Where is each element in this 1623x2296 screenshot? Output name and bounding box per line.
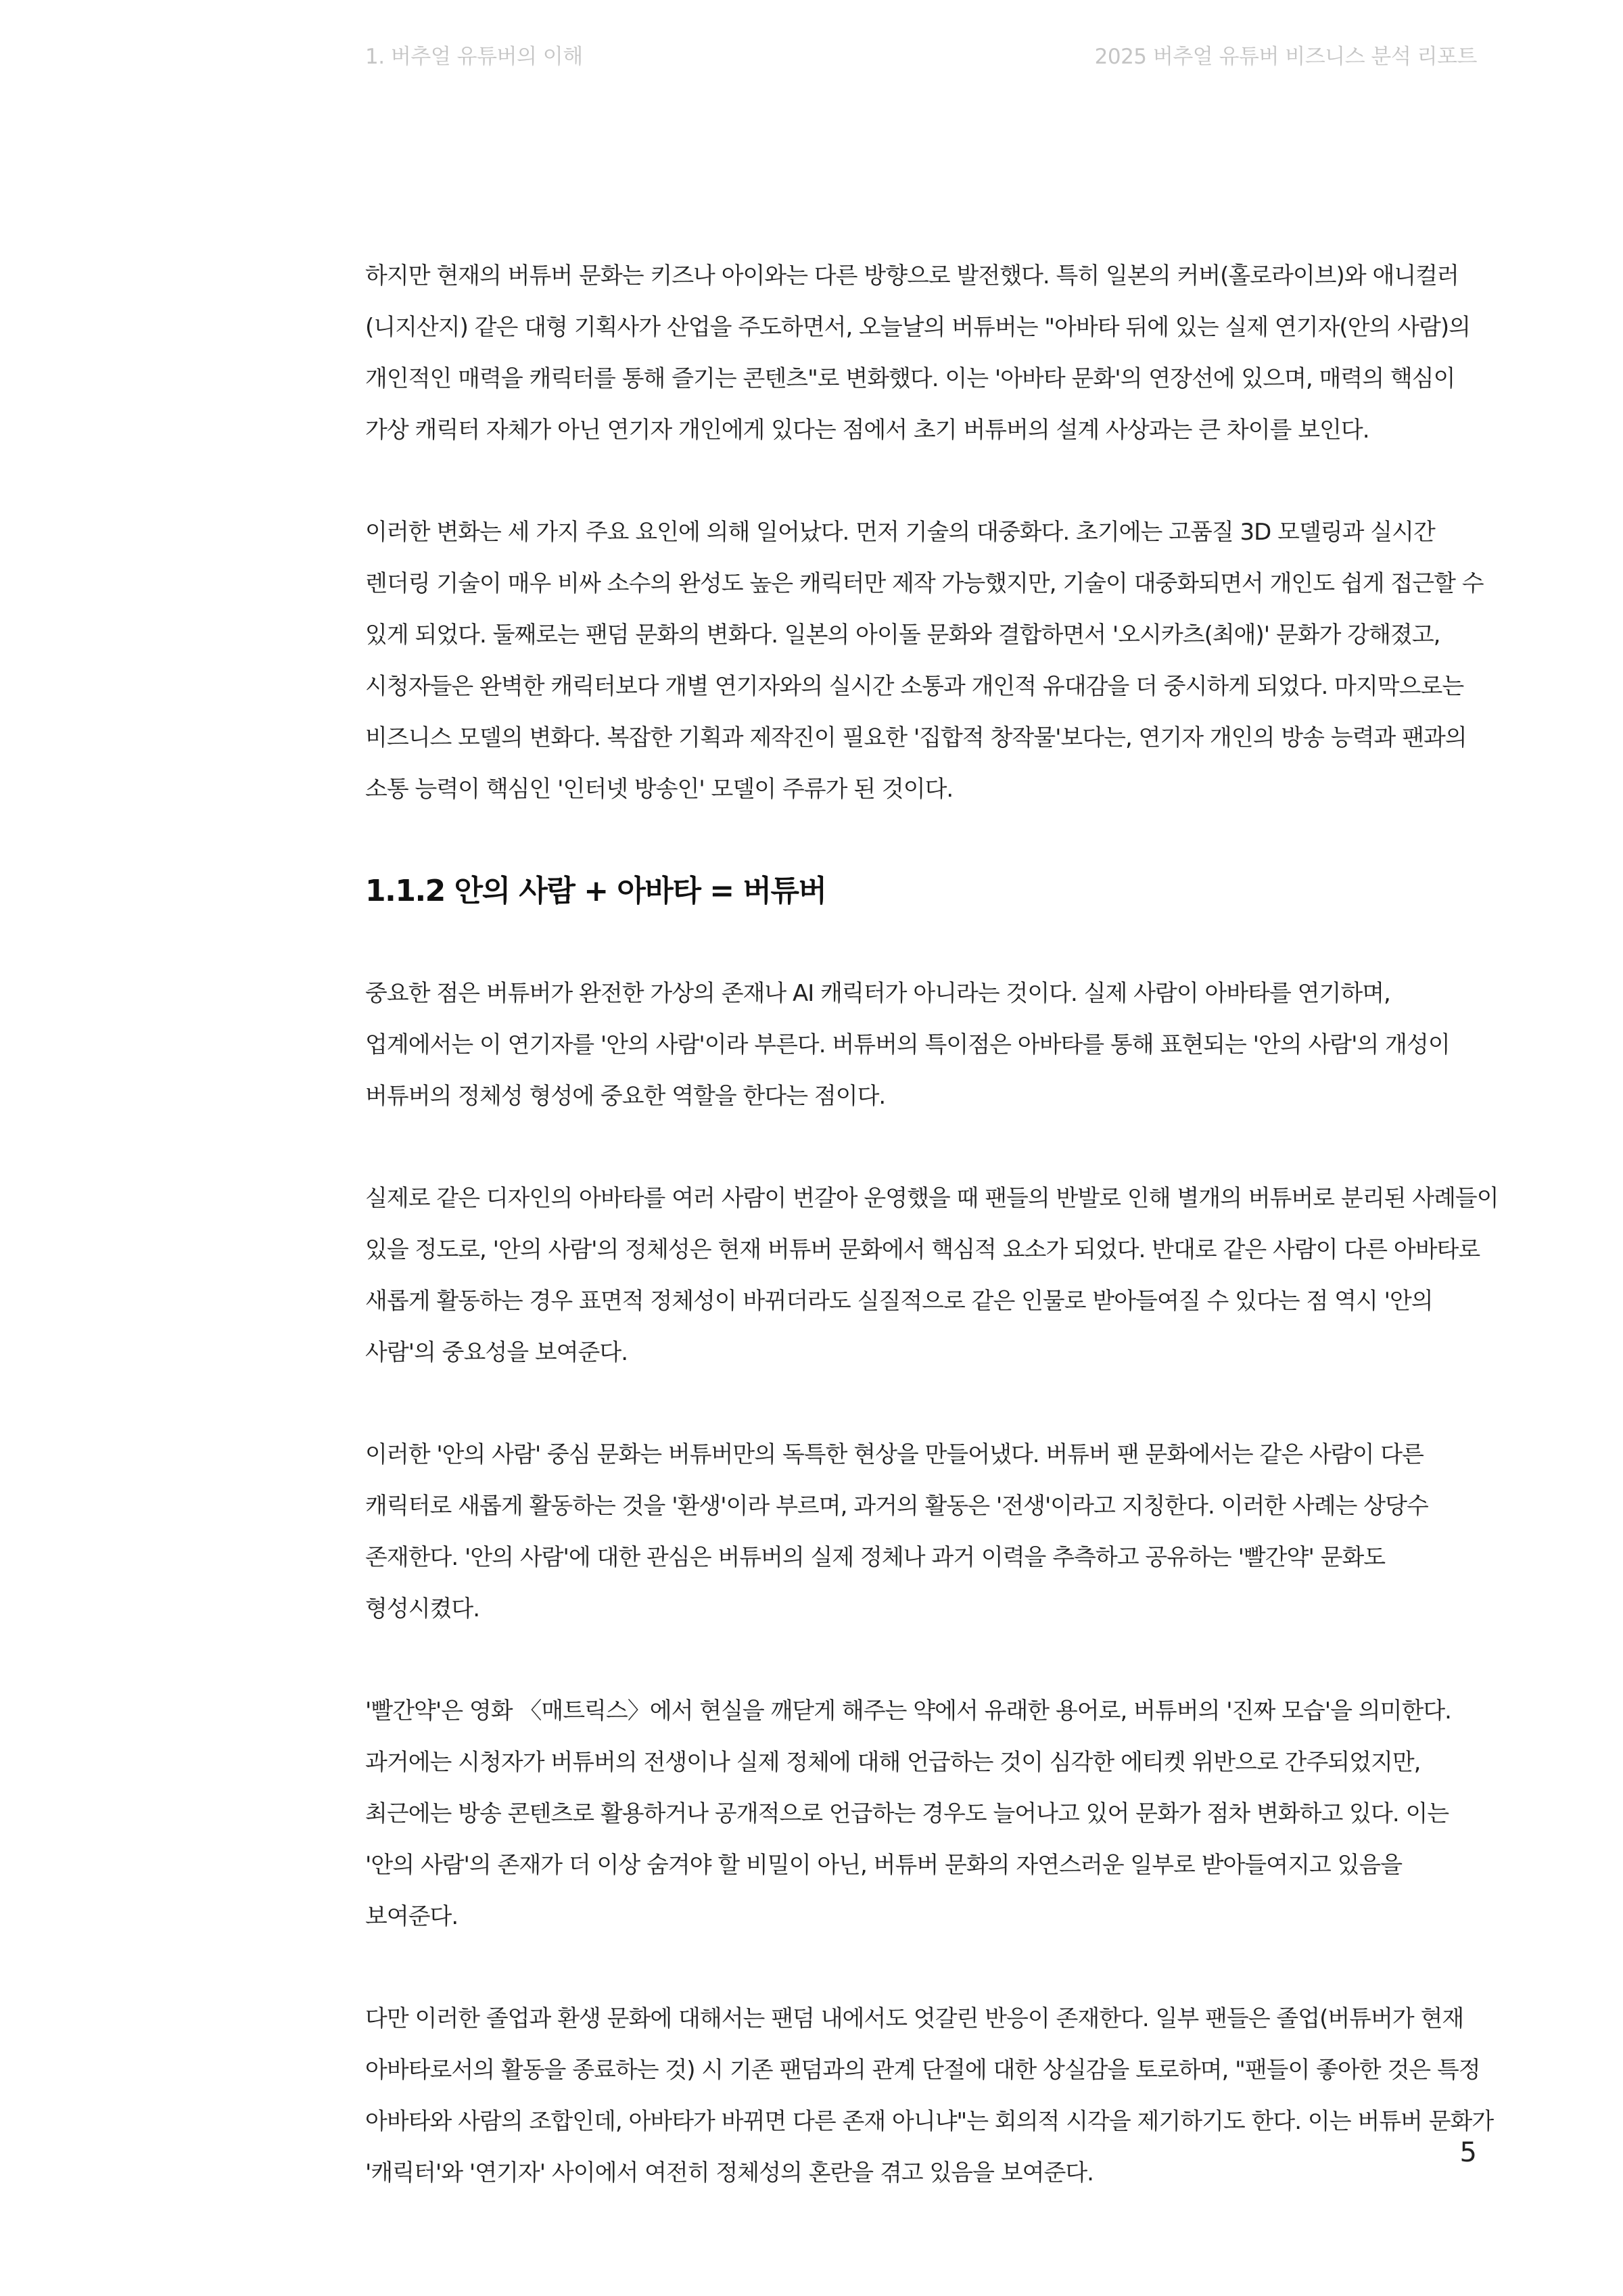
running-header: [365, 38, 1477, 70]
body-paragraph: '빨간약'은 영화 〈매트릭스〉에서 현실을 깨닫게 해주는 약에서 유래한 용어로, 버튜버의 '진짜 모습'을 의미한다. 과거에는 시청자가 버튜버의 전생이나 실제 정체에 대해 언급하는 것이 심각한 에티켓 위반으로 간주되었지만, 최근에는 방송 콘텐츠로 활용하거나 공개적으로 언급하는 경우도 늘어나고 있어 문화가 점차 변화하고 있다. 이는 '안의 사람'의 존재가 더 이상 숨겨야 할 비밀이 아닌, 버튜버 문화의 자연스러운 일부로 받아들여지고 있음을 보여준다.: [365, 1697, 1451, 1930]
section-heading: 1.1.2 안의 사람 + 아바타 = 버튜버: [365, 874, 826, 908]
body-paragraph: 다만 이러한 졸업과 환생 문화에 대해서는 팬덤 내에서도 엇갈린 반응이 존재한다. 일부 팬들은 졸업(버튜버가 현재 아바타로서의 활동을 종료하는 것) 시 기존 팬덤과의 관계 단절에 대한 상실감을 토로하며, "팬들이 좋아한 것은 특정 아바타와 사람의 조합인데, 아바타가 바뀌면 다른 존재 아니냐"는 회의적 시각을 제기하기도 한다. 이는 버튜버 문화가 '캐릭터'와 '연기자' 사이에서 여전히 정체성의 혼란을 겪고 있음을 보여준다.: [365, 2005, 1494, 2186]
report-title: 2025 버추얼 유튜버 비즈니스 분석 리포트: [1094, 44, 1477, 69]
body-paragraph: 이러한 변화는 세 가지 주요 요인에 의해 일어났다. 먼저 기술의 대중화다. 초기에는 고품질 3D 모델링과 실시간 렌더링 기술이 매우 비싸 소수의 완성도 높은 캐릭터만 제작 가능했지만, 기술이 대중화되면서 개인도 쉽게 접근할 수 있게 되었다. 둘째로는 팬덤 문화의 변화다. 일본의 아이돌 문화와 결합하면서 '오시카츠(최애)' 문화가 강해졌고, 시청자들은 완벽한 캐릭터보다 개별 연기자와의 실시간 소통과 개인적 유대감을 더 중시하게 되었다. 마지막으로는 비즈니스 모델의 변화다. 복잡한 기획과 제작진이 필요한 '집합적 창작물'보다는, 연기자 개인의 방송 능력과 팬과의 소통 능력이 핵심인 '인터넷 방송인' 모델이 주류가 된 것이다.: [365, 519, 1484, 803]
body-paragraph: 중요한 점은 버튜버가 완전한 가상의 존재나 AI 캐릭터가 아니라는 것이다. 실제 사람이 아바타를 연기하며, 업계에서는 이 연기자를 '안의 사람'이라 부른다. 버튜버의 특이점은 아바타를 통해 표현되는 '안의 사람'의 개성이 버튜버의 정체성 형성에 중요한 역할을 한다는 점이다.: [365, 980, 1450, 1110]
body-paragraph: 이러한 '안의 사람' 중심 문화는 버튜버만의 독특한 현상을 만들어냈다. 버튜버 팬 문화에서는 같은 사람이 다른 캐릭터로 새롭게 활동하는 것을 '환생'이라 부르며, 과거의 활동은 '전생'이라고 지칭한다. 이러한 사례는 상당수 존재한다. '안의 사람'에 대한 관심은 버튜버의 실제 정체나 과거 이력을 추측하고 공유하는 '빨간약' 문화도 형성시켰다.: [365, 1441, 1428, 1622]
document-body: [365, 250, 1501, 2249]
body-paragraph: 하지만 현재의 버튜버 문화는 키즈나 아이와는 다른 방향으로 발전했다. 특히 일본의 커버(홀로라이브)와 애니컬러(니지산지) 같은 대형 기획사가 산업을 주도하면서, 오늘날의 버튜버는 "아바타 뒤에 있는 실제 연기자(안의 사람)의 개인적인 매력을 캐릭터를 통해 즐기는 콘텐츠"로 변화했다. 이는 '아바타 문화'의 연장선에 있으며, 매력의 핵심이 가상 캐릭터 자체가 아닌 연기자 개인에게 있다는 점에서 초기 버튜버의 설계 사상과는 큰 차이를 보인다.: [365, 262, 1470, 444]
body-paragraph: 실제로 같은 디자인의 아바타를 여러 사람이 번갈아 운영했을 때 팬들의 반발로 인해 별개의 버튜버로 분리된 사례들이 있을 정도로, '안의 사람'의 정체성은 현재 버튜버 문화에서 핵심적 요소가 되었다. 반대로 같은 사람이 다른 아바타로 새롭게 활동하는 경우 표면적 정체성이 바뀌더라도 실질적으로 같은 인물로 받아들여질 수 있다는 점 역시 '안의 사람'의 중요성을 보여준다.: [365, 1185, 1499, 1366]
chapter-title: 1. 버추얼 유튜버의 이해: [365, 44, 583, 69]
page-number: 5: [1459, 2137, 1477, 2168]
